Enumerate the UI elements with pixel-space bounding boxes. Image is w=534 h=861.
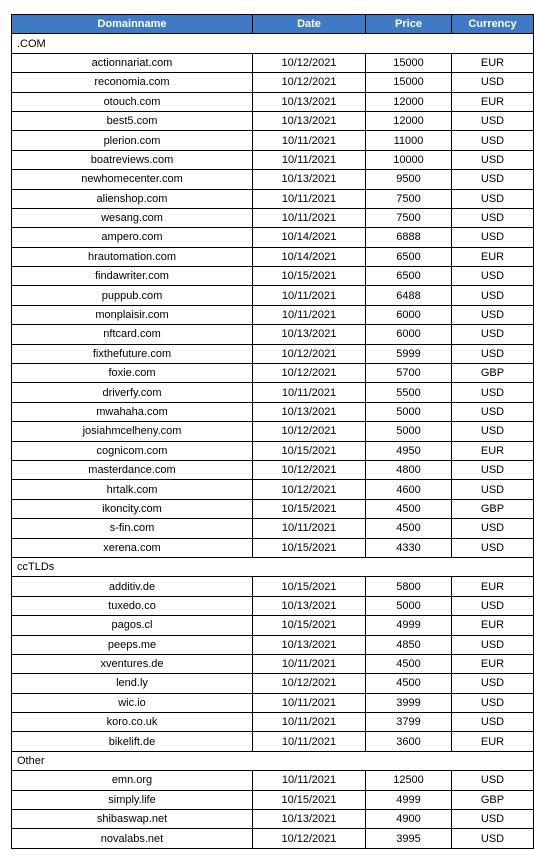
cell-price: 4999 [366,616,452,635]
cell-price: 6000 [366,325,452,344]
cell-price: 3799 [366,713,452,732]
table-row [12,92,534,111]
table-row [12,596,534,615]
cell-date: 10/12/2021 [253,422,366,441]
cell-date: 10/12/2021 [253,344,366,363]
cell-currency: USD [452,674,534,693]
cell-domainname: bikelift.de [12,732,253,751]
cell-currency: GBP [452,364,534,383]
cell-domainname: emn.org [12,771,253,790]
table-row [12,150,534,169]
cell-date: 10/12/2021 [253,829,366,848]
cell-price: 3999 [366,693,452,712]
cell-currency: USD [452,519,534,538]
table-body [12,34,534,848]
table-row [12,460,534,479]
table-row [12,364,534,383]
cell-domainname: monplaisir.com [12,305,253,324]
cell-date: 10/14/2021 [253,247,366,266]
cell-date: 10/11/2021 [253,771,366,790]
cell-price: 6500 [366,267,452,286]
cell-price: 7500 [366,189,452,208]
cell-price: 12000 [366,111,452,130]
cell-currency: GBP [452,499,534,518]
cell-currency: GBP [452,790,534,809]
table-row [12,441,534,460]
cell-domainname: lend.ly [12,674,253,693]
cell-price: 5000 [366,402,452,421]
cell-price: 12500 [366,771,452,790]
cell-date: 10/11/2021 [253,286,366,305]
header-row [12,15,534,34]
cell-domainname: alienshop.com [12,189,253,208]
cell-price: 4500 [366,654,452,673]
cell-domainname: best5.com [12,111,253,130]
table-row [12,577,534,596]
cell-date: 10/11/2021 [253,732,366,751]
cell-price: 5000 [366,596,452,615]
cell-date: 10/12/2021 [253,480,366,499]
cell-currency: USD [452,305,534,324]
cell-currency: USD [452,267,534,286]
cell-currency: USD [452,208,534,227]
cell-domainname: novalabs.net [12,829,253,848]
cell-date: 10/11/2021 [253,713,366,732]
cell-domainname: newhomecenter.com [12,170,253,189]
table-row [12,344,534,363]
cell-domainname: koro.co.uk [12,713,253,732]
cell-currency: USD [452,325,534,344]
cell-currency: USD [452,189,534,208]
cell-domainname: simply.life [12,790,253,809]
table-row [12,422,534,441]
cell-currency: EUR [452,92,534,111]
cell-currency: USD [452,422,534,441]
cell-price: 9500 [366,170,452,189]
cell-domainname: tuxedo.co [12,596,253,615]
cell-price: 15000 [366,53,452,72]
table-row [12,402,534,421]
cell-date: 10/13/2021 [253,635,366,654]
cell-price: 11000 [366,131,452,150]
cell-date: 10/11/2021 [253,693,366,712]
table-row [12,383,534,402]
cell-domainname: cognicom.com [12,441,253,460]
cell-date: 10/12/2021 [253,73,366,92]
cell-price: 15000 [366,73,452,92]
header-domainname: Domainname [12,15,253,34]
table-row [12,790,534,809]
cell-price: 5000 [366,422,452,441]
cell-price: 6500 [366,247,452,266]
cell-domainname: fixthefuture.com [12,344,253,363]
cell-domainname: nftcard.com [12,325,253,344]
cell-currency: USD [452,693,534,712]
table-row [12,519,534,538]
cell-currency: USD [452,402,534,421]
cell-date: 10/15/2021 [253,267,366,286]
cell-currency: EUR [452,53,534,72]
table-row [12,616,534,635]
cell-date: 10/11/2021 [253,654,366,673]
cell-currency: USD [452,480,534,499]
cell-price: 3995 [366,829,452,848]
cell-price: 12000 [366,92,452,111]
cell-currency: EUR [452,577,534,596]
cell-currency: USD [452,170,534,189]
cell-domainname: xerena.com [12,538,253,557]
table-row [12,829,534,848]
cell-currency: USD [452,771,534,790]
table-row [12,228,534,247]
cell-domainname: shibaswap.net [12,810,253,829]
table-row [12,305,534,324]
cell-date: 10/15/2021 [253,499,366,518]
cell-currency: EUR [452,616,534,635]
table-row [12,499,534,518]
table-row [12,247,534,266]
cell-currency: EUR [452,247,534,266]
cell-date: 10/11/2021 [253,519,366,538]
cell-date: 10/15/2021 [253,616,366,635]
table-row [12,53,534,72]
cell-date: 10/15/2021 [253,538,366,557]
cell-date: 10/14/2021 [253,228,366,247]
header-currency: Currency [452,15,534,34]
cell-date: 10/13/2021 [253,111,366,130]
cell-domainname: reconomia.com [12,73,253,92]
table-row [12,208,534,227]
cell-date: 10/13/2021 [253,402,366,421]
cell-domainname: hrtalk.com [12,480,253,499]
cell-domainname: otouch.com [12,92,253,111]
group-row [12,34,534,53]
cell-domainname: findawriter.com [12,267,253,286]
cell-currency: EUR [452,654,534,673]
cell-price: 6888 [366,228,452,247]
table-row [12,189,534,208]
cell-domainname: driverfy.com [12,383,253,402]
cell-date: 10/12/2021 [253,674,366,693]
table-row [12,713,534,732]
table-row [12,480,534,499]
cell-currency: USD [452,228,534,247]
cell-price: 6488 [366,286,452,305]
cell-domainname: wic.io [12,693,253,712]
cell-domainname: pagos.cl [12,616,253,635]
cell-currency: USD [452,286,534,305]
cell-domainname: peeps.me [12,635,253,654]
cell-domainname: hrautomation.com [12,247,253,266]
cell-price: 4600 [366,480,452,499]
table-row [12,732,534,751]
cell-price: 7500 [366,208,452,227]
cell-currency: USD [452,460,534,479]
group-row [12,557,534,576]
cell-domainname: masterdance.com [12,460,253,479]
table-row [12,810,534,829]
cell-date: 10/11/2021 [253,131,366,150]
table-row [12,771,534,790]
cell-currency: USD [452,713,534,732]
cell-currency: USD [452,150,534,169]
cell-currency: USD [452,383,534,402]
cell-currency: USD [452,635,534,654]
cell-currency: USD [452,810,534,829]
cell-currency: USD [452,596,534,615]
table-row [12,325,534,344]
cell-domainname: xventures.de [12,654,253,673]
table-row [12,286,534,305]
cell-date: 10/11/2021 [253,208,366,227]
cell-date: 10/13/2021 [253,170,366,189]
table-row [12,654,534,673]
cell-domainname: foxie.com [12,364,253,383]
group-label: Other [12,751,534,770]
table-row [12,538,534,557]
cell-domainname: boatreviews.com [12,150,253,169]
cell-domainname: additiv.de [12,577,253,596]
cell-domainname: plerion.com [12,131,253,150]
cell-price: 4950 [366,441,452,460]
cell-price: 6000 [366,305,452,324]
domain-sales-table [11,14,534,849]
table-row [12,131,534,150]
table-row [12,170,534,189]
cell-currency: USD [452,73,534,92]
cell-domainname: actionnariat.com [12,53,253,72]
cell-price: 10000 [366,150,452,169]
cell-currency: EUR [452,441,534,460]
cell-date: 10/15/2021 [253,577,366,596]
cell-date: 10/12/2021 [253,364,366,383]
group-label: ccTLDs [12,557,534,576]
cell-date: 10/15/2021 [253,441,366,460]
table-row [12,267,534,286]
cell-price: 4500 [366,499,452,518]
cell-price: 4500 [366,674,452,693]
cell-domainname: mwahaha.com [12,402,253,421]
cell-currency: USD [452,538,534,557]
cell-date: 10/11/2021 [253,150,366,169]
cell-price: 4800 [366,460,452,479]
header-price: Price [366,15,452,34]
cell-domainname: josiahmcelheny.com [12,422,253,441]
cell-date: 10/15/2021 [253,790,366,809]
table-row [12,674,534,693]
cell-price: 4850 [366,635,452,654]
cell-price: 4999 [366,790,452,809]
cell-date: 10/12/2021 [253,53,366,72]
cell-date: 10/13/2021 [253,810,366,829]
table-row [12,111,534,130]
cell-date: 10/11/2021 [253,305,366,324]
cell-price: 3600 [366,732,452,751]
cell-price: 4500 [366,519,452,538]
table-row [12,693,534,712]
group-label: .COM [12,34,534,53]
cell-domainname: wesang.com [12,208,253,227]
cell-date: 10/13/2021 [253,325,366,344]
cell-domainname: ampero.com [12,228,253,247]
cell-price: 4900 [366,810,452,829]
cell-date: 10/13/2021 [253,92,366,111]
cell-price: 5500 [366,383,452,402]
table-row [12,635,534,654]
cell-currency: EUR [452,732,534,751]
cell-date: 10/13/2021 [253,596,366,615]
header-date: Date [253,15,366,34]
cell-price: 5800 [366,577,452,596]
table-row [12,73,534,92]
cell-date: 10/11/2021 [253,383,366,402]
cell-domainname: puppub.com [12,286,253,305]
cell-price: 4330 [366,538,452,557]
group-row [12,751,534,770]
cell-currency: USD [452,829,534,848]
cell-domainname: s-fin.com [12,519,253,538]
cell-currency: USD [452,131,534,150]
cell-domainname: ikoncity.com [12,499,253,518]
cell-date: 10/11/2021 [253,189,366,208]
cell-currency: USD [452,111,534,130]
cell-price: 5700 [366,364,452,383]
cell-currency: USD [452,344,534,363]
cell-date: 10/12/2021 [253,460,366,479]
cell-price: 5999 [366,344,452,363]
